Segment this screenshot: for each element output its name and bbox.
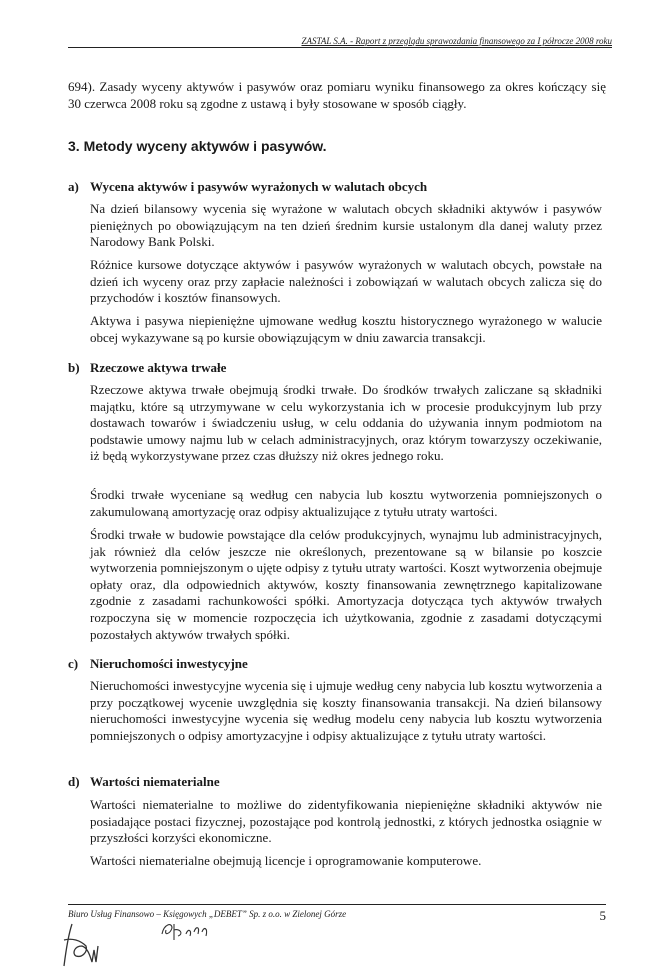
intro-paragraph: 694). Zasady wyceny aktywów i pasywów oraz pomiaru wyniku finansowego za okres kończący się 30 czerwca 2008 roku są zgodne z ustawą i były stosowane w sposób ciągły. bbox=[68, 79, 606, 111]
signature-middle bbox=[158, 918, 214, 944]
section-d-paragraph-2: Wartości niematerialne obejmują licencje i oprogramowanie komputerowe. bbox=[90, 853, 482, 868]
footer-company: Biuro Usług Finansowo – Księgowych „DEBET” Sp. z o.o. w Zielonej Górze bbox=[68, 909, 347, 919]
section-d-paragraph-1: Wartości niematerialne to możliwe do zidentyfikowania niepieniężne składniki aktywów nie posiadające postaci fizycznej, pozostające pod kontrolą jednostki, z których jednostka osiągnie w przyszłości korzyści ekonomiczne. bbox=[90, 797, 602, 846]
section-c-paragraph-1: Nieruchomości inwestycyjne wycenia się i ujmuje według ceny nabycia lub kosztu wytworzenia a przy początkowej wycenie uwzględnia się koszty finansowania transakcji. Na dzień bilansowy nieruchomości inwestycyjne wycenia się według modelu ceny nabycia lub kosztu wytworzenia pomniejszonych o odpisy amortyzacyjne i odpisy aktualizujące z tytułu utraty wartości. bbox=[90, 678, 602, 743]
section-a-paragraph-3: Aktywa i pasywa niepieniężne ujmowane według kosztu historycznego wyrażonego w walucie obcej wykazywane są po kursie obowiązującym w dniu zawarcia transakcji. bbox=[90, 313, 602, 345]
section-a-paragraph-2: Różnice kursowe dotyczące aktywów i pasywów wyrażonych w walutach obcych, powstałe na dzień ich wyceny oraz przy zapłacie należności i zobowiązań w walutach obcych zalicza się do przychodów i kosztów finansowych. bbox=[90, 257, 602, 306]
section-a-label: a) bbox=[68, 179, 79, 194]
section-b-title: Rzeczowe aktywa trwałe bbox=[90, 360, 227, 375]
section-a-paragraph-1: Na dzień bilansowy wycenia się wyrażone w walutach obcych składniki aktywów i pasywów pieniężnych po obowiązującym na ten dzień średnim kursie ustalonym dla danej waluty przez Narodowy Bank Polski. bbox=[90, 201, 602, 250]
section-d-title: Wartości niematerialne bbox=[90, 774, 220, 789]
section-b-paragraph-2: Środki trwałe wyceniane są według cen nabycia lub kosztu wytworzenia pomniejszonych o zakumulowaną amortyzację oraz odpisy aktualizujące z tytułu utraty wartości. bbox=[90, 487, 602, 519]
section-3-heading: 3. Metody wyceny aktywów i pasywów. bbox=[68, 138, 327, 154]
section-b-label: b) bbox=[68, 360, 80, 375]
footer bbox=[68, 904, 606, 923]
page-number: 5 bbox=[599, 908, 606, 923]
section-b-paragraph-3: Środki trwałe w budowie powstające dla celów produkcyjnych, wynajmu lub administracyjnych, jak również dla celów jeszcze nie określonych, prezentowane są w bilansie po koszcie wytworzenia pomniejszonym o ujęte odpisy z tytułu utraty wartości. Koszt wytworzenia obejmuje opłaty oraz, dla odpowiednich aktywów, koszty finansowania zewnętrznego kapitalizowane zgodnie z zasadami rachunkowości spółki. Amortyzacja dotycząca tych aktywów trwałych rozpoczyna się w momencie rozpoczęcia ich użytkowania, zgodnie z zasadami dotyczącymi pozostałych aktywów trwałych spółki. bbox=[90, 527, 602, 642]
section-c-title: Nieruchomości inwestycyjne bbox=[90, 656, 248, 671]
signature-left bbox=[58, 920, 108, 972]
section-d-label: d) bbox=[68, 774, 80, 789]
section-a-title: Wycena aktywów i pasywów wyrażonych w walutach obcych bbox=[90, 179, 428, 194]
section-b-paragraph-1: Rzeczowe aktywa trwałe obejmują środki trwałe. Do środków trwałych zaliczane są składniki majątku, które są utrzymywane w celu wykorzystania ich w procesie produkcyjnym lub przy dostawach towarów i świadczeniu usług, w celu oddania do używania innym podmiotom na podstawie umowy najmu lub w celach administracyjnych, oraz którym towarzyszy oczekiwanie, iż będą wykorzystywane przez czas dłuższy niż okres jednego roku. bbox=[90, 382, 602, 464]
running-header: ZASTAL S.A. - Raport z przeglądu sprawozdania finansowego za I półrocze 2008 roku bbox=[68, 36, 612, 48]
section-c-label: c) bbox=[68, 656, 79, 671]
